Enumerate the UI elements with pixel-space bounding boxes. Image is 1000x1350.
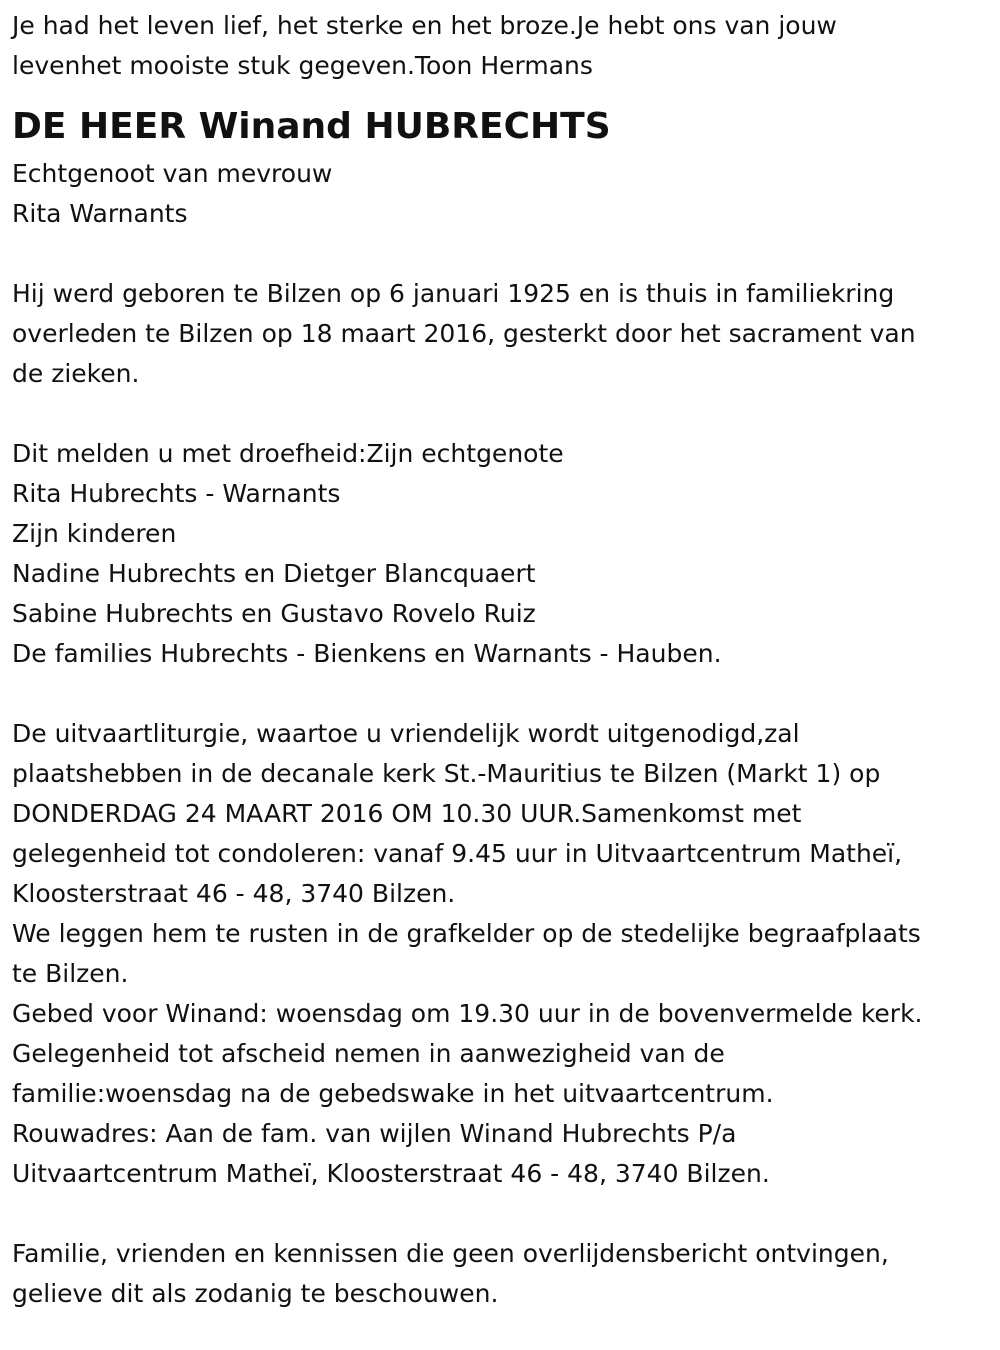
paragraph-gap [12, 1194, 988, 1234]
spouse-line: Echtgenoot van mevrouw [12, 159, 333, 188]
text-line: overleden te Bilzen op 18 maart 2016, gesterkt door het sacrament van [12, 319, 916, 348]
spouse-line: Rita Warnants [12, 199, 188, 228]
quote-line: Je had het leven lief, het sterke en het broze.Je hebt ons van jouw [12, 11, 837, 40]
paragraph-gap [12, 234, 988, 274]
text-line: Uitvaartcentrum Matheï, Kloosterstraat 46 - 48, 3740 Bilzen. [12, 1159, 770, 1188]
text-line: Gebed voor Winand: woensdag om 19.30 uur in de bovenvermelde kerk. [12, 999, 923, 1028]
text-line: te Bilzen. [12, 959, 129, 988]
paragraph-gap [12, 674, 988, 714]
text-line: Dit melden u met droefheid:Zijn echtgenote [12, 439, 564, 468]
text-line: de zieken. [12, 359, 140, 388]
text-line: Hij werd geboren te Bilzen op 6 januari 1925 en is thuis in familiekring [12, 279, 895, 308]
text-line: We leggen hem te rusten in de grafkelder op de stedelijke begraafplaats [12, 919, 921, 948]
text-line: Familie, vrienden en kennissen die geen overlijdensbericht ontvingen, [12, 1239, 889, 1268]
text-line: gelegenheid tot condoleren: vanaf 9.45 uur in Uitvaartcentrum Matheï, [12, 839, 903, 868]
text-line: Gelegenheid tot afscheid nemen in aanwezigheid van de [12, 1039, 725, 1068]
text-line: plaatshebben in de decanale kerk St.-Mauritius te Bilzen (Markt 1) op [12, 759, 881, 788]
text-line: Nadine Hubrechts en Dietger Blancquaert [12, 559, 536, 588]
text-line: De families Hubrechts - Bienkens en Warnants - Hauben. [12, 639, 722, 668]
closing-paragraph [12, 1234, 988, 1314]
text-line: Zijn kinderen [12, 519, 177, 548]
text-line: Kloosterstraat 46 - 48, 3740 Bilzen. [12, 879, 456, 908]
deceased-name-heading: DE HEER Winand HUBRECHTS [12, 106, 611, 147]
text-line: DONDERDAG 24 MAART 2016 OM 10.30 UUR.Samenkomst met [12, 799, 802, 828]
funeral-paragraph [12, 714, 988, 1194]
text-line: Rouwadres: Aan de fam. van wijlen Winand Hubrechts P/a [12, 1119, 737, 1148]
text-line: Sabine Hubrechts en Gustavo Rovelo Ruiz [12, 599, 536, 628]
text-line: De uitvaartliturgie, waartoe u vriendelijk wordt uitgenodigd,zal [12, 719, 800, 748]
paragraph-gap [12, 394, 988, 434]
birth-death-paragraph [12, 274, 988, 394]
text-line: familie:woensdag na de gebedswake in het uitvaartcentrum. [12, 1079, 774, 1108]
text-line: gelieve dit als zodanig te beschouwen. [12, 1279, 499, 1308]
announcement-paragraph [12, 434, 988, 674]
text-line: Rita Hubrechts - Warnants [12, 479, 341, 508]
quote-line: levenhet mooiste stuk gegeven.Toon Hermans [12, 51, 593, 80]
quote-block [12, 6, 988, 86]
spouse-block [12, 154, 988, 234]
